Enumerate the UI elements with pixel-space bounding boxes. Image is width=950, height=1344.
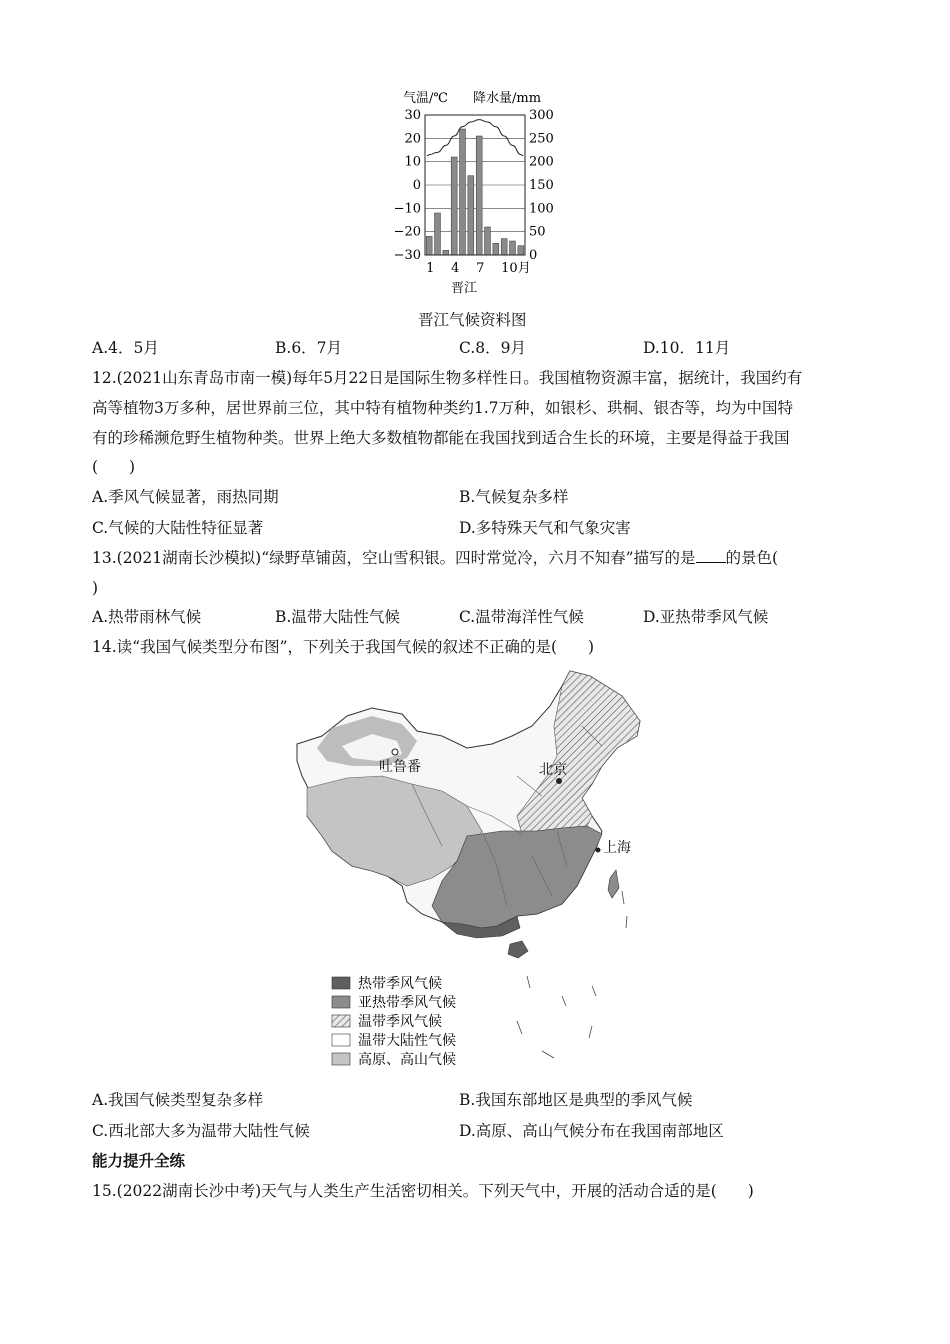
q11-option-c[interactable]: C.8．9月 xyxy=(459,339,526,357)
y-right-axis-label: 降水量/mm xyxy=(473,91,542,106)
legend-swatch-temperate-continental xyxy=(332,1034,350,1046)
legend-swatch-plateau xyxy=(332,1053,350,1065)
x-tick-label: 10月 xyxy=(501,261,531,276)
y-right-tick-label: 0 xyxy=(529,248,538,263)
precipitation-bar xyxy=(435,213,441,255)
q14-option-c[interactable]: C.西北部大多为温带大陆性气候 xyxy=(92,1122,310,1140)
q13-stem-line2: ) xyxy=(92,579,99,597)
q13-stem-line1 xyxy=(92,548,778,568)
shanghai-marker xyxy=(596,848,601,853)
precipitation-bar xyxy=(501,239,507,255)
y-right-tick-label: 50 xyxy=(529,224,546,240)
beijing-label: 北京 xyxy=(539,762,567,778)
q14-option-d[interactable]: D.高原、高山气候分布在我国南部地区 xyxy=(459,1122,724,1140)
q13-stem-text: 13.(2021湖南长沙模拟)“绿野草铺茵，空山雪积银。四时常觉冷，六月不知春”描写的是 xyxy=(92,549,696,567)
q14-option-b[interactable]: B.我国东部地区是典型的季风气候 xyxy=(459,1091,693,1109)
q13-answer-blank[interactable] xyxy=(696,548,726,563)
legend-label-tropical: 热带季风气候 xyxy=(358,976,442,992)
q12-option-d[interactable]: D.多特殊天气和气象灾害 xyxy=(459,519,631,537)
q13-stem-tail: 的景色( xyxy=(725,549,779,567)
q12-option-a[interactable]: A.季风气候显著，雨热同期 xyxy=(92,488,279,506)
y-right-tick-label: 100 xyxy=(529,201,554,217)
y-right-tick-label: 250 xyxy=(529,131,554,147)
y-right-tick-label: 200 xyxy=(529,154,554,170)
south-sea-islands xyxy=(517,891,627,1058)
x-tick-label: 4 xyxy=(451,261,460,276)
q12-stem-line2: 高等植物3万多种，居世界前三位，其中特有植物种类约1.7万种，如银杉、珙桐、银杏等，均为中国特 xyxy=(92,399,794,417)
legend-label-subtropical: 亚热带季风气候 xyxy=(358,995,456,1011)
precipitation-bar xyxy=(493,243,499,255)
x-tick-label: 1 xyxy=(426,261,435,276)
precipitation-bar xyxy=(518,246,524,255)
legend-swatch-tropical xyxy=(332,977,350,989)
legend-label-temperate-monsoon: 温带季风气候 xyxy=(358,1014,442,1030)
chart-caption: 晋江气候资料图 xyxy=(418,311,527,329)
section-title: 能力提升全练 xyxy=(92,1151,186,1170)
y-left-tick-label: 10 xyxy=(404,154,421,170)
q11-option-d[interactable]: D.10．11月 xyxy=(643,339,731,357)
y-left-tick-label: 20 xyxy=(404,131,421,147)
x-tick-label: 7 xyxy=(476,261,485,276)
y-left-tick-label: 30 xyxy=(404,108,421,123)
climate-chart-svg xyxy=(395,86,565,298)
y-left-tick-label: 0 xyxy=(412,178,421,193)
tulufan-marker xyxy=(392,749,398,755)
tulufan-label: 吐鲁番 xyxy=(379,759,421,775)
precipitation-bar xyxy=(443,250,449,255)
precipitation-bar xyxy=(451,157,457,255)
beijing-marker xyxy=(556,778,562,784)
temperature-curve xyxy=(427,120,523,156)
precipitation-bar xyxy=(426,236,432,255)
china-climate-map xyxy=(292,666,652,1076)
y-left-tick-label: −10 xyxy=(395,201,421,217)
legend-label-temperate-continental: 温带大陆性气候 xyxy=(358,1033,456,1049)
q12-stem-line4: ( ) xyxy=(92,458,136,476)
hainan-island xyxy=(508,941,528,958)
y-left-tick-label: −20 xyxy=(395,224,421,240)
q12-option-b[interactable]: B.气候复杂多样 xyxy=(459,488,569,506)
q12-stem-line3: 有的珍稀濒危野生植物种类。世界上绝大多数植物都能在我国找到适合生长的环境，主要是得益于我国 xyxy=(92,429,790,447)
shanghai-label: 上海 xyxy=(603,840,631,856)
precipitation-bar xyxy=(460,129,466,255)
precipitation-bar xyxy=(485,227,491,255)
q12-stem-line1: 12.(2021山东青岛市南一模)每年5月22日是国际生物多样性日。我国植物资源丰富，据统计，我国约有 xyxy=(92,369,803,387)
y-right-tick-label: 150 xyxy=(529,178,554,193)
climate-chart xyxy=(395,86,565,298)
place-label: 晋江 xyxy=(450,281,478,296)
q15-stem: 15.(2022湖南长沙中考)天气与人类生产生活密切相关。下列天气中，开展的活动合适的是( ) xyxy=(92,1182,754,1200)
q11-option-a[interactable]: A.4．5月 xyxy=(92,339,159,357)
q13-option-b[interactable]: B.温带大陆性气候 xyxy=(275,608,400,626)
legend-label-plateau: 高原、高山气候 xyxy=(358,1052,456,1068)
q13-option-c[interactable]: C.温带海洋性气候 xyxy=(459,608,584,626)
china-climate-map-svg xyxy=(292,666,652,1076)
precipitation-bar xyxy=(476,136,482,255)
q14-stem: 14.读“我国气候类型分布图”，下列关于我国气候的叙述不正确的是( ) xyxy=(92,638,595,656)
q11-option-b[interactable]: B.6．7月 xyxy=(275,339,343,357)
q12-option-c[interactable]: C.气候的大陆性特征显著 xyxy=(92,519,264,537)
q14-option-a[interactable]: A.我国气候类型复杂多样 xyxy=(92,1091,264,1109)
taiwan-island xyxy=(608,870,619,898)
map-legend xyxy=(332,975,456,1068)
y-left-tick-label: −30 xyxy=(395,248,421,263)
q13-option-a[interactable]: A.热带雨林气候 xyxy=(92,608,202,626)
precipitation-bar xyxy=(510,241,516,255)
y-right-tick-label: 300 xyxy=(529,108,554,123)
legend-swatch-temperate-monsoon xyxy=(332,1015,350,1027)
q13-option-d[interactable]: D.亚热带季风气候 xyxy=(643,608,769,626)
legend-swatch-subtropical xyxy=(332,996,350,1008)
y-left-axis-label: 气温/℃ xyxy=(403,91,448,106)
precipitation-bar xyxy=(468,176,474,255)
